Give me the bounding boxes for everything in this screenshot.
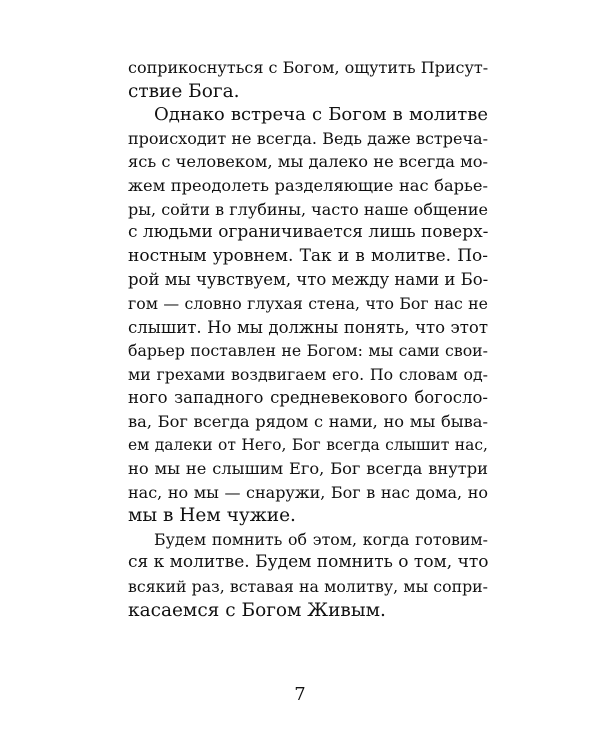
text-line: ва, Бог всегда рядом с нами, но мы быва-	[128, 411, 488, 431]
text-line: ностным уровнем. Так и в молитве. По-	[128, 245, 488, 266]
paragraph-1	[128, 56, 488, 103]
text-line: ствие Бога.	[128, 80, 240, 102]
page-body	[128, 56, 488, 622]
text-line: нас, но мы — снаружи, Бог в нас дома, но	[128, 482, 488, 502]
paragraph-2	[128, 103, 488, 528]
text-line: касаемся с Богом Живым.	[128, 599, 386, 621]
text-line: слышит. Но мы должны понять, что этот	[128, 317, 488, 337]
page-number: 7	[294, 684, 306, 705]
text-line: жем преодолеть разделяющие нас барье-	[128, 175, 488, 195]
text-line: ного западного средневекового богосло-	[128, 388, 488, 408]
text-line: с людьми ограничивается лишь поверх-	[128, 222, 489, 243]
text-line: Будем помнить об этом, когда готовим-	[154, 529, 488, 549]
text-line: всякий раз, вставая на молитву, мы сопри-	[128, 577, 488, 597]
text-line: рой мы чувствуем, что между нами и Бо-	[128, 270, 489, 290]
text-line: мы в Нем чужие.	[128, 505, 296, 527]
text-line: ми грехами воздвигаем его. По словам од-	[128, 364, 488, 384]
text-line: но мы не слышим Его, Бог всегда внутри	[128, 459, 488, 479]
text-line: ры, сойти в глубины, часто наше общение	[128, 199, 488, 219]
text-line: соприкоснуться с Богом, ощутить Присут-	[128, 58, 489, 77]
text-line: гом — словно глухая стена, что Бог нас не	[128, 293, 488, 313]
text-line: ясь с человеком, мы далеко не всегда мо-	[128, 152, 489, 172]
text-line: ем далеки от Него, Бог всегда слышит нас,	[128, 435, 488, 454]
paragraph-3	[128, 528, 488, 622]
text-line: ся к молитве. Будем помнить о том, что	[128, 552, 489, 573]
text-line: происходит не всегда. Ведь даже встреча-	[128, 128, 488, 148]
text-line: Однако встреча с Богом в молитве	[154, 104, 488, 126]
text-line: барьер поставлен не Богом: мы сами свои-	[128, 341, 488, 361]
